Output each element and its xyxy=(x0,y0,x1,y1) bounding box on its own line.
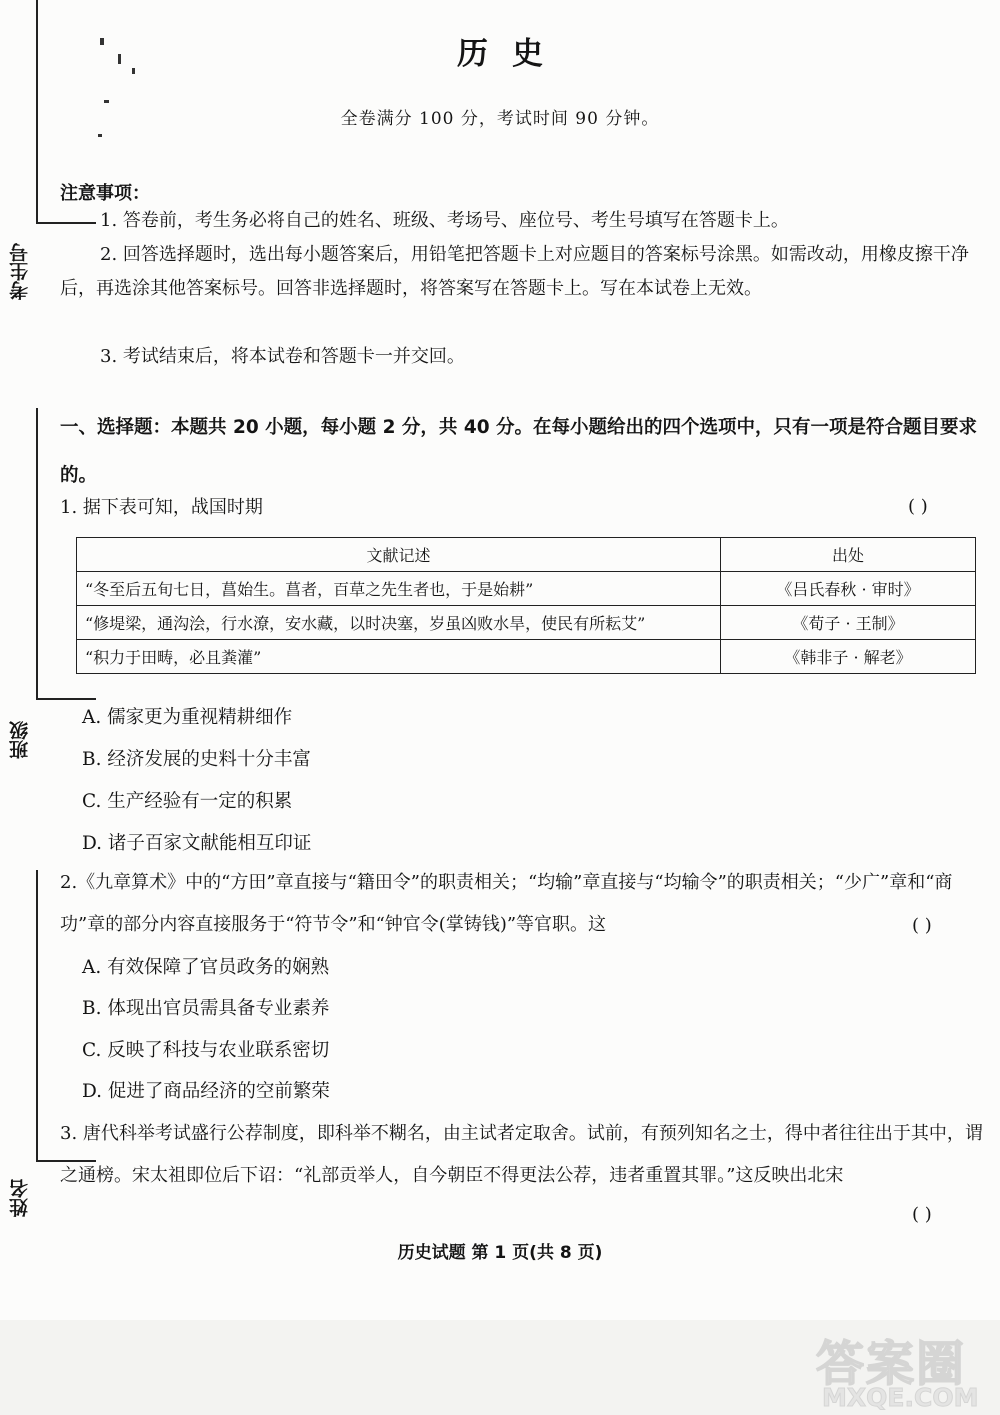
watermark-glyphs: 答案圈 xyxy=(816,1336,967,1392)
table-row xyxy=(77,640,976,674)
binding-line-mid xyxy=(36,408,38,698)
class-label: 班级 xyxy=(9,721,31,759)
answer-paren[interactable]: ( ) xyxy=(912,915,932,936)
name-label: 姓名 xyxy=(9,1179,31,1217)
option-b[interactable]: B. 经济发展的史料十分丰富 xyxy=(82,749,311,770)
source-table xyxy=(76,537,976,674)
table-cell: 《韩非子 · 解老》 xyxy=(721,640,976,674)
table-header: 文献记述 xyxy=(77,538,721,572)
option-c[interactable]: C. 反映了科技与农业联系密切 xyxy=(82,1040,330,1061)
notice-item-2: 2. 回答选择题时，选出每小题答案后，用铅笔把答题卡上对应题目的答案标号涂黑。如需改动，用橡皮擦干净后，再选涂其他答案标号。回答非选择题时，将答案写在答题卡上。写在本试卷上无效。 xyxy=(60,244,969,299)
notice-item-1: 1. 答卷前，考生务必将自己的姓名、班级、考场号、座位号、考生号填写在答题卡上。 xyxy=(100,210,789,231)
binding-line-low xyxy=(36,870,38,1160)
table-cell: 《荀子 · 王制》 xyxy=(721,606,976,640)
answer-paren[interactable]: ( ) xyxy=(908,496,928,517)
table-row xyxy=(77,606,976,640)
table-header-row xyxy=(77,538,976,572)
option-a[interactable]: A. 有效保障了官员政务的娴熟 xyxy=(82,957,330,978)
question-1-stem: 1. 据下表可知，战国时期 xyxy=(60,497,263,518)
scan-speck xyxy=(98,134,102,137)
scan-speck xyxy=(104,100,109,103)
table-cell: “修堤梁，通沟浍，行水潦，安水藏，以时决塞，岁虽凶败水旱，使民有所耘艾” xyxy=(77,606,721,640)
page-footer: 历史试题 第 1 页(共 8 页) xyxy=(397,1243,603,1263)
option-d[interactable]: D. 诸子百家文献能相互印证 xyxy=(82,833,312,854)
page-title: 历史 xyxy=(457,36,567,72)
watermark-logo xyxy=(816,1325,992,1411)
question-2-stem: 2.《九章算术》中的“方田”章直接与“籍田令”的职责相关；“均输”章直接与“均输令”的职责相关；“少广”章和“商功”章的部分内容直接服务于“符节令”和“钟官令(掌铸钱)”等官职。这 xyxy=(60,872,953,935)
section-heading: 一、选择题：本题共 20 小题，每小题 2 分，共 40 分。在每小题给出的四个选项中，只有一项是符合题目要求的。 xyxy=(60,417,978,486)
table-cell: “冬至后五旬七日，菖始生。菖者，百草之先生者也，于是始耕” xyxy=(77,572,721,606)
exam-number-label: 考生号 xyxy=(9,243,31,301)
binding-rule xyxy=(36,698,96,700)
table-row xyxy=(77,572,976,606)
notice-heading: 注意事项： xyxy=(60,183,150,204)
table-header: 出处 xyxy=(721,538,976,572)
question-3-stem: 3. 唐代科举考试盛行公荐制度，即科举不糊名，由主试者定取舍。试前，有预列知名之士，得中者往往出于其中，谓之通榜。宋太祖即位后下诏：“礼部贡举人，自今朝臣不得更法公荐，违者重置其罪。”这反映出北宋 xyxy=(60,1123,983,1186)
answer-paren[interactable]: ( ) xyxy=(912,1204,932,1225)
table-cell: 《吕氏春秋 · 审时》 xyxy=(721,572,976,606)
table-cell: “积力于田畴，必且粪灌” xyxy=(77,640,721,674)
option-a[interactable]: A. 儒家更为重视精耕细作 xyxy=(82,707,293,728)
exam-info: 全卷满分 100 分，考试时间 90 分钟。 xyxy=(340,109,660,129)
notice-item-3: 3. 考试结束后，将本试卷和答题卡一并交回。 xyxy=(100,346,465,367)
option-d[interactable]: D. 促进了商品经济的空前繁荣 xyxy=(82,1081,330,1102)
option-b[interactable]: B. 体现出官员需具备专业素养 xyxy=(82,998,330,1019)
option-c[interactable]: C. 生产经验有一定的积累 xyxy=(82,791,293,812)
watermark-url: MXQE.COM xyxy=(822,1383,979,1412)
